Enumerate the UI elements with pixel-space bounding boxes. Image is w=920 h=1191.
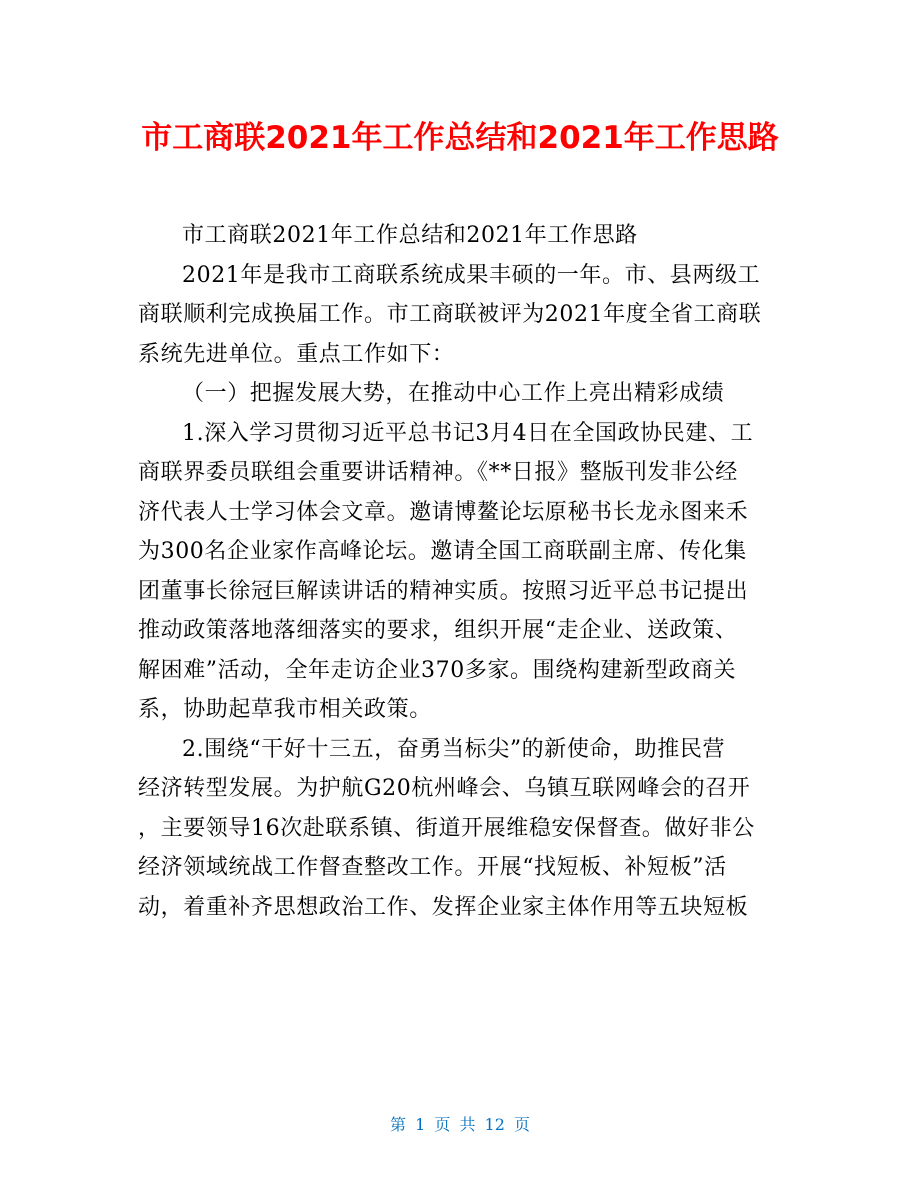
paragraph-line: 经济转型发展。为护航G20杭州峰会、乌镇互联网峰会的召开 <box>138 776 751 801</box>
paragraph-line: 经济领域统战工作督查整改工作。开展“找短板、补短板”活 <box>138 855 727 880</box>
section-heading: （一）把握发展大势，在推动中心工作上亮出精彩成绩 <box>182 381 725 406</box>
paragraph-line: 商联界委员联组会重要讲话精神。《**日报》整版刊发非公经 <box>138 460 738 485</box>
paragraph-line: 商联顺利完成换届工作。市工商联被评为2021年度全省工商联 <box>138 302 762 327</box>
document-body <box>138 216 778 927</box>
paragraph-line: 解困难”活动，全年走访企业370多家。围绕构建新型政商关 <box>138 657 737 683</box>
page-number-footer: 第 1 页 共 12 页 <box>390 1115 530 1134</box>
paragraph-line: 2.围绕“干好十三五，奋勇当标尖”的新使命，助推民营 <box>182 736 726 762</box>
paragraph-line: 系统先进单位。重点工作如下： <box>138 341 455 367</box>
paragraph-line: 为300名企业家作高峰论坛。邀请全国工商联副主席、传化集 <box>138 539 747 564</box>
paragraph-line: ，主要领导16次赴联系镇、街道开展维稳安保督查。做好非公 <box>138 815 755 841</box>
page-title: 市工商联2021年工作总结和2021年工作思路 <box>141 120 779 156</box>
paragraph-line: 动，着重补齐思想政治工作、发挥企业家主体作用等五块短板 <box>138 894 749 920</box>
body-subtitle-line: 市工商联2021年工作总结和2021年工作思路 <box>182 223 638 248</box>
paragraph-line: 1.深入学习贯彻习近平总书记3月4日在全国政协民建、工 <box>182 420 754 446</box>
paragraph-line: 团董事长徐冠巨解读讲话的精神实质。按照习近平总书记提出 <box>138 578 749 604</box>
paragraph-line: 2021年是我市工商联系统成果丰硕的一年。市、县两级工 <box>182 262 761 288</box>
paragraph-line: 济代表人士学习体会文章。邀请博鳌论坛原秘书长龙永图来禾 <box>138 499 749 525</box>
paragraph-line: 系，协助起草我市相关政策。 <box>138 697 432 722</box>
paragraph-line: 推动政策落地落细落实的要求，组织开展“走企业、送政策、 <box>138 618 738 643</box>
